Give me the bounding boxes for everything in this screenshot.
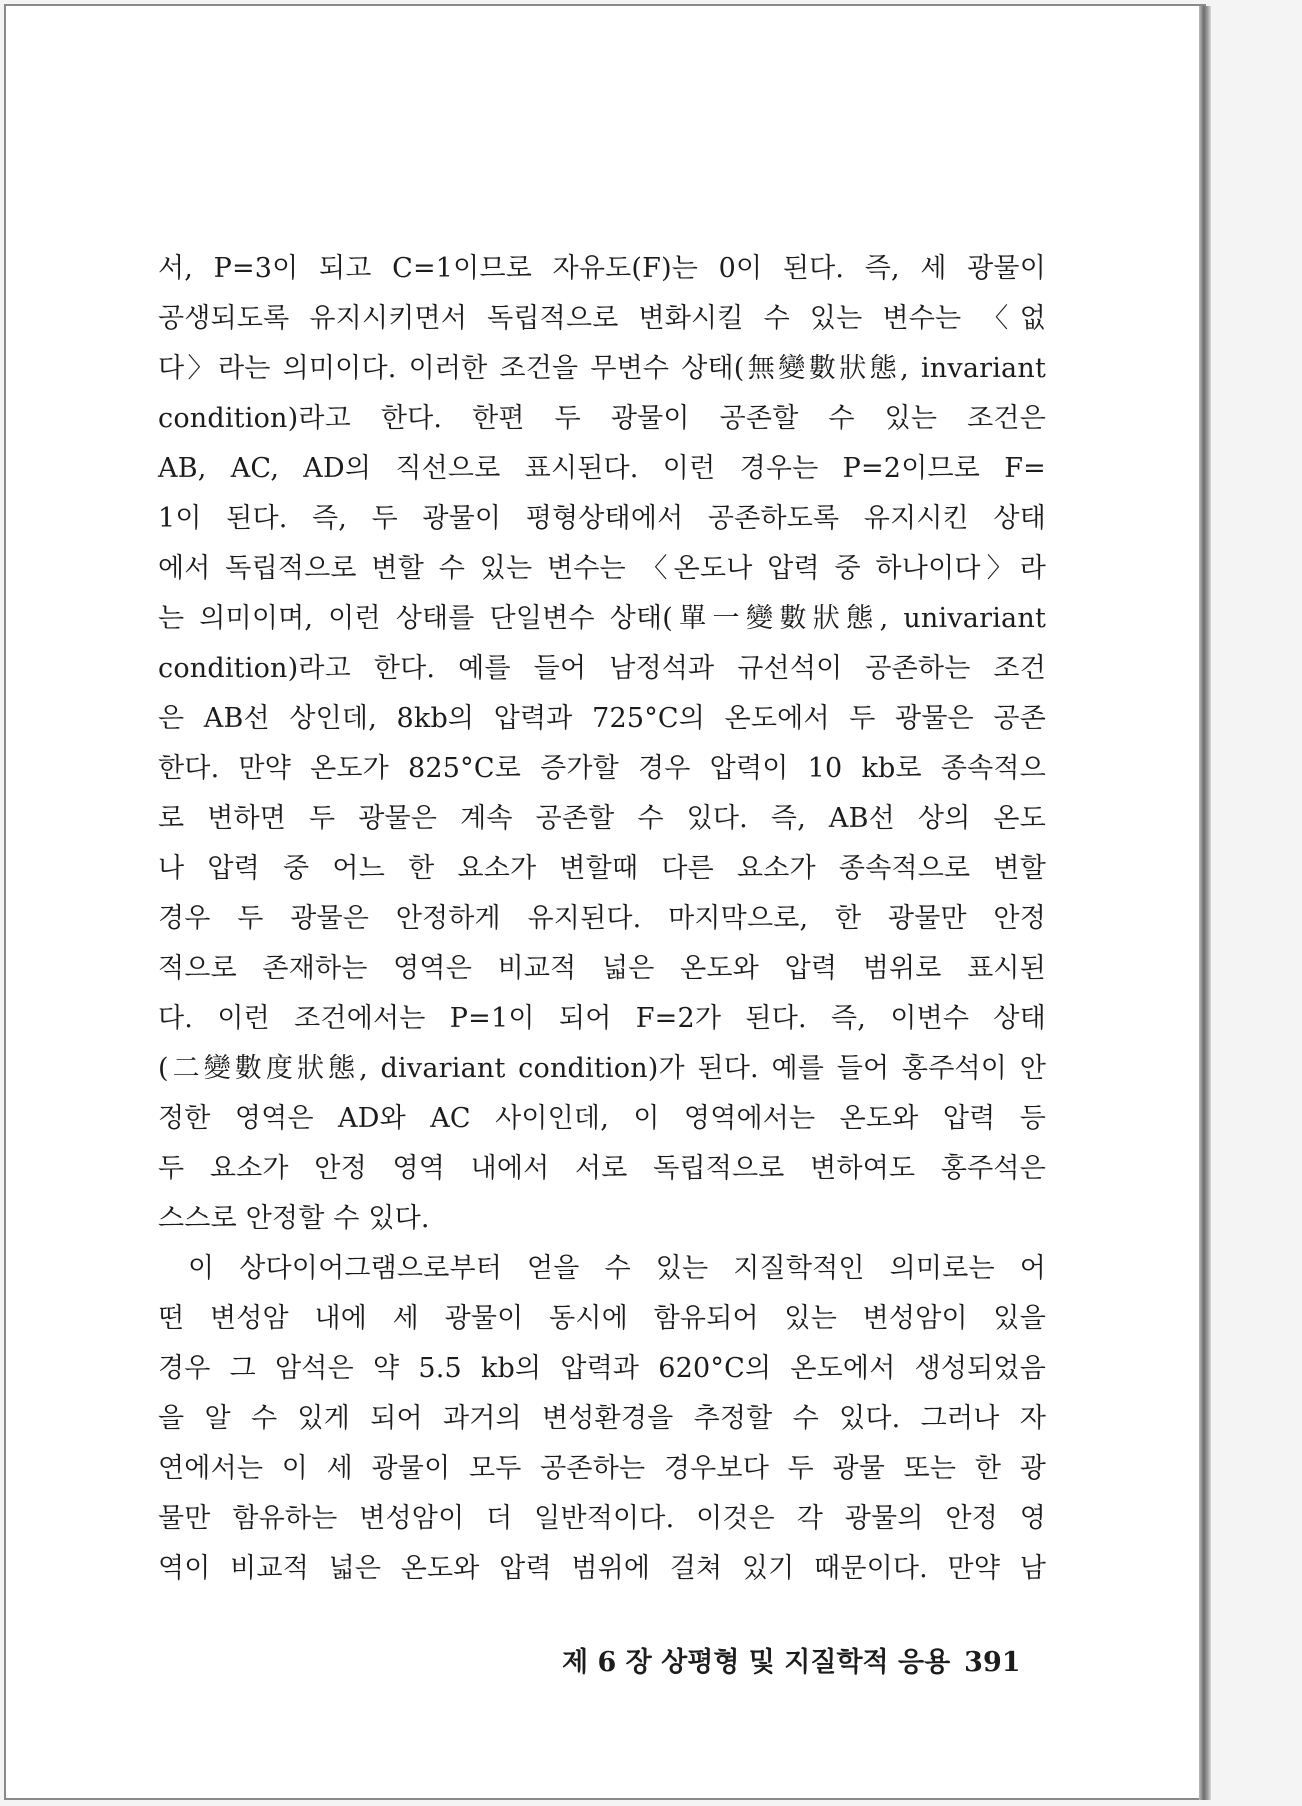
text-line: 1이 된다. 즉, 두 광물이 평형상태에서 공존하도록 유지시킨 상태 bbox=[158, 503, 1046, 534]
text-line: condition)라고 한다. 한편 두 광물이 공존할 수 있는 조건은 bbox=[158, 403, 1046, 434]
body-text bbox=[158, 244, 1046, 1594]
paragraph-start-line: 이 상다이어그램으로부터 얻을 수 있는 지질학적인 의미로는 어 bbox=[188, 1253, 1046, 1284]
text-line: 나 압력 중 어느 한 요소가 변할때 다른 요소가 종속적으로 변할 bbox=[158, 853, 1046, 884]
text-line: (二變數度狀態, divariant condition)가 된다. 예를 들어 홍주석이 안 bbox=[158, 1053, 1046, 1084]
text-line: 적으로 존재하는 영역은 비교적 넓은 온도와 압력 범위로 표시된 bbox=[158, 953, 1046, 984]
page-number: 391 bbox=[964, 1647, 1021, 1678]
chapter-title: 제 6 장 상평형 및 지질학적 응용 bbox=[562, 1647, 951, 1678]
text-line: 떤 변성암 내에 세 광물이 동시에 함유되어 있는 변성암이 있을 bbox=[158, 1303, 1046, 1334]
text-line: AB, AC, AD의 직선으로 표시된다. 이런 경우는 P=2이므로 F= bbox=[158, 453, 1046, 484]
text-line: 역이 비교적 넓은 온도와 압력 범위에 걸쳐 있기 때문이다. 만약 남 bbox=[158, 1553, 1046, 1584]
paragraph-end-line: 스스로 안정할 수 있다. bbox=[158, 1203, 430, 1234]
text-line: 로 변하면 두 광물은 계속 공존할 수 있다. 즉, AB선 상의 온도 bbox=[158, 803, 1046, 834]
text-line: 경우 두 광물은 안정하게 유지된다. 마지막으로, 한 광물만 안정 bbox=[158, 903, 1046, 934]
text-line: 두 요소가 안정 영역 내에서 서로 독립적으로 변하여도 홍주석은 bbox=[158, 1153, 1046, 1184]
book-page bbox=[4, 4, 1206, 1800]
text-line: condition)라고 한다. 예를 들어 남정석과 규선석이 공존하는 조건 bbox=[158, 653, 1046, 684]
text-line: 한다. 만약 온도가 825°C로 증가할 경우 압력이 10 kb로 종속적으 bbox=[158, 753, 1046, 784]
page-footer bbox=[562, 1638, 1021, 1688]
text-line: 는 의미이며, 이런 상태를 단일변수 상태(單一變數狀態, univariant bbox=[158, 603, 1046, 634]
text-line: 은 AB선 상인데, 8kb의 압력과 725°C의 온도에서 두 광물은 공존 bbox=[158, 703, 1046, 734]
text-line: 정한 영역은 AD와 AC 사이인데, 이 영역에서는 온도와 압력 등 bbox=[158, 1103, 1046, 1134]
book-spine-edge bbox=[1199, 6, 1211, 1800]
text-line: 서, P=3이 되고 C=1이므로 자유도(F)는 0이 된다. 즉, 세 광물이 bbox=[158, 253, 1046, 284]
text-line: 연에서는 이 세 광물이 모두 공존하는 경우보다 두 광물 또는 한 광 bbox=[158, 1453, 1046, 1484]
text-line: 다〉라는 의미이다. 이러한 조건을 무변수 상태(無變數狀態, invariant bbox=[158, 353, 1046, 384]
text-line: 다. 이런 조건에서는 P=1이 되어 F=2가 된다. 즉, 이변수 상태 bbox=[158, 1003, 1046, 1034]
text-line: 공생되도록 유지시키면서 독립적으로 변화시킬 수 있는 변수는 〈없 bbox=[158, 303, 1046, 334]
text-line: 에서 독립적으로 변할 수 있는 변수는 〈온도나 압력 중 하나이다〉라 bbox=[158, 553, 1046, 584]
text-line: 경우 그 암석은 약 5.5 kb의 압력과 620°C의 온도에서 생성되었음 bbox=[158, 1353, 1046, 1384]
text-line: 을 알 수 있게 되어 과거의 변성환경을 추정할 수 있다. 그러나 자 bbox=[158, 1403, 1046, 1434]
text-line: 물만 함유하는 변성암이 더 일반적이다. 이것은 각 광물의 안정 영 bbox=[158, 1503, 1046, 1534]
